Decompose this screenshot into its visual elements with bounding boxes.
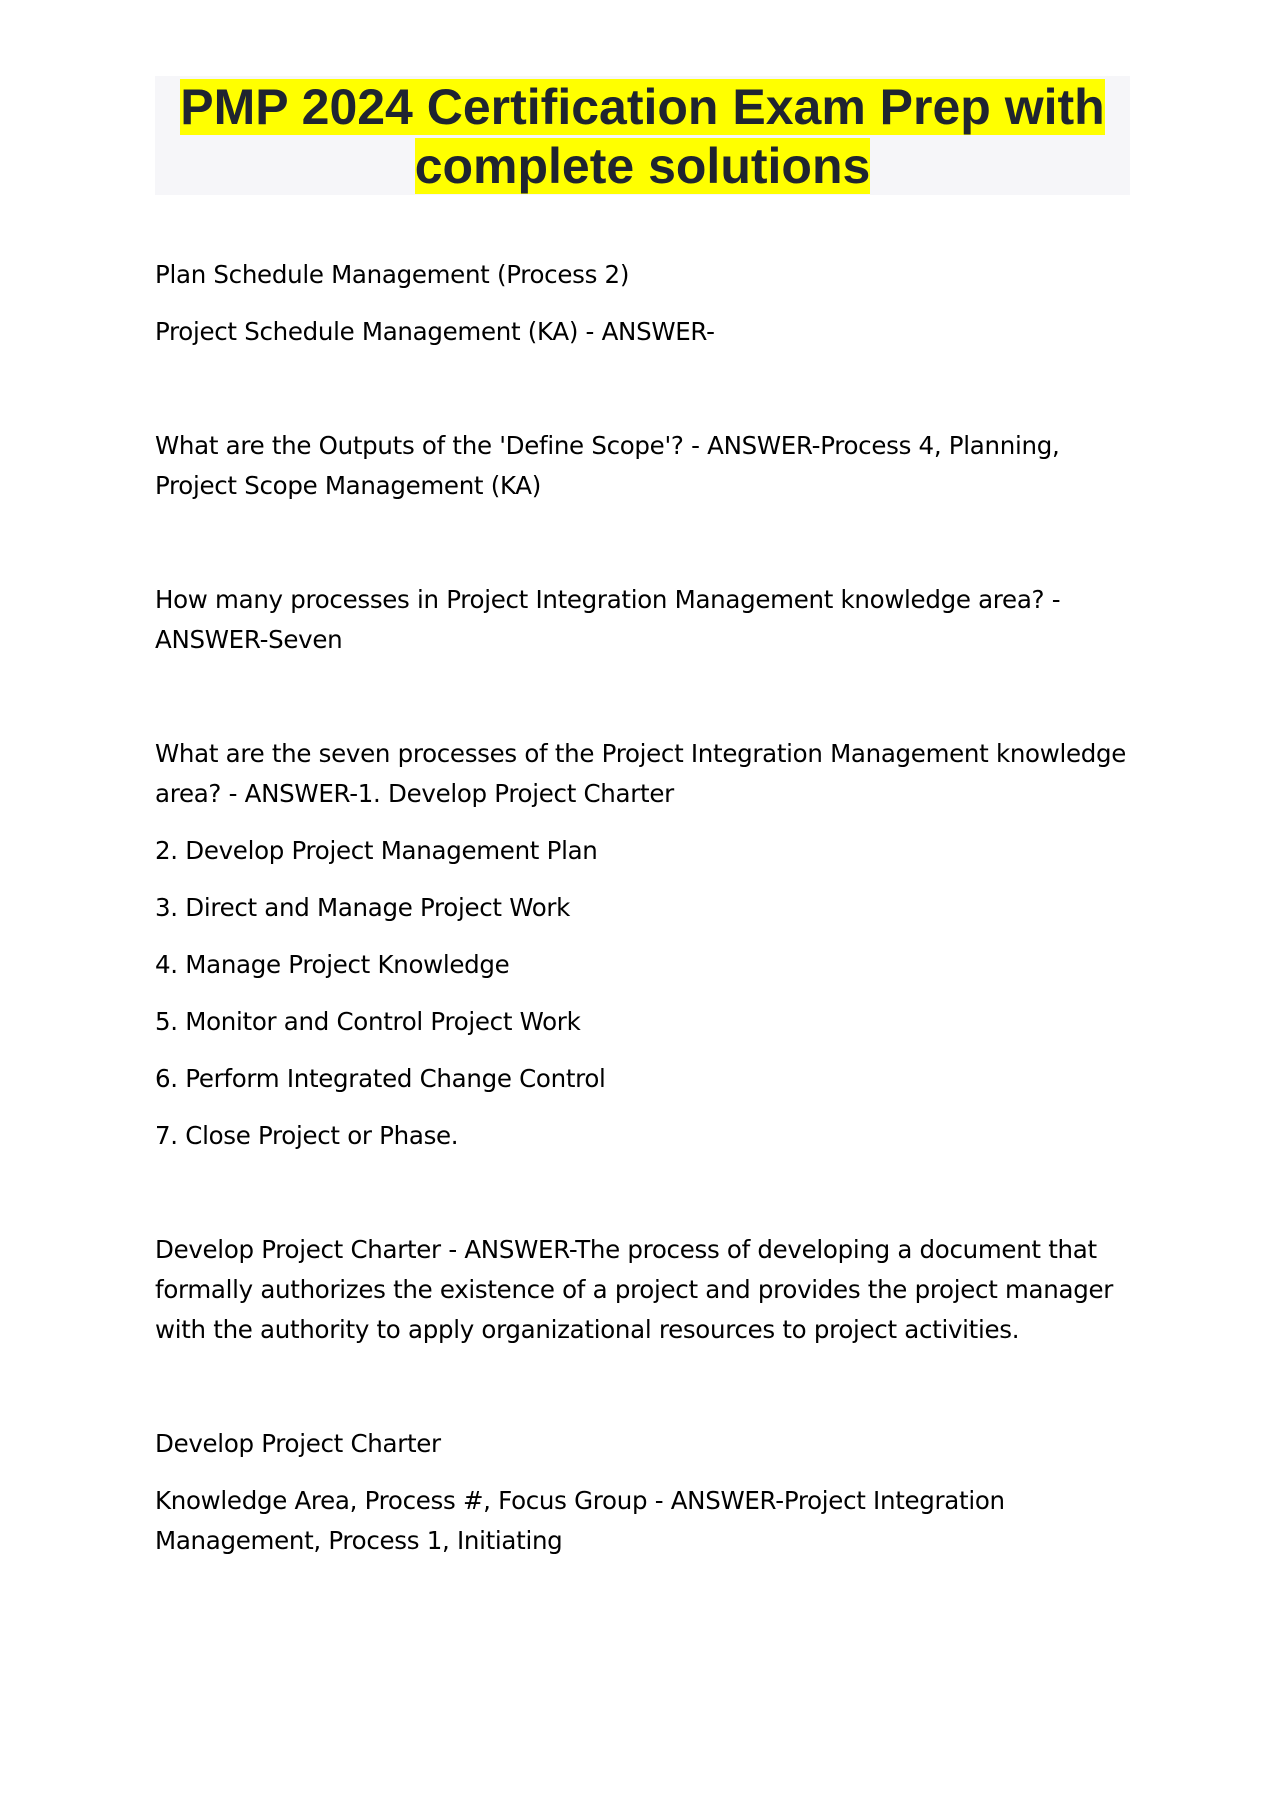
paragraph-gap [155,677,1130,734]
paragraph: What are the Outputs of the 'Define Scope'? - ANSWER-Process 4, Planning, Project Scope Management (KA) [155,431,1060,500]
paragraph-gap [155,1173,1130,1230]
title-line-2: complete solutions [414,138,871,194]
paragraph: Knowledge Area, Process #, Focus Group - ANSWER-Project Integration Management, Process 1, Initiating [155,1486,1005,1555]
paragraph: Develop Project Charter [155,1429,441,1458]
title-line-1: PMP 2024 Certification Exam Prep with [180,79,1105,135]
list-item: 3. Direct and Manage Project Work [155,893,571,922]
document-page [155,76,1130,1578]
paragraph: Plan Schedule Management (Process 2) [155,260,630,289]
paragraph-gap [155,523,1130,580]
paragraph: How many processes in Project Integration Management knowledge area? - ANSWER-Seven [155,585,1061,654]
title-block [155,76,1130,195]
document-body [155,255,1130,1561]
paragraph: Project Schedule Management (KA) - ANSWER- [155,317,715,346]
paragraph: Develop Project Charter - ANSWER-The process of developing a document that formally authorizes the existence of a project and provides the project manager with the authority to apply organizational resources to project activities. [155,1235,1114,1344]
list-item: 7. Close Project or Phase. [155,1121,459,1150]
paragraph: What are the seven processes of the Project Integration Management knowledge area? - ANSWER-1. Develop Project Charter [155,739,1127,808]
document-title [155,78,1130,196]
paragraph-gap [155,1367,1130,1424]
list-item: 6. Perform Integrated Change Control [155,1064,606,1093]
list-item: 5. Monitor and Control Project Work [155,1007,581,1036]
paragraph-gap [155,369,1130,426]
list-item: 2. Develop Project Management Plan [155,836,598,865]
list-item: 4. Manage Project Knowledge [155,950,510,979]
